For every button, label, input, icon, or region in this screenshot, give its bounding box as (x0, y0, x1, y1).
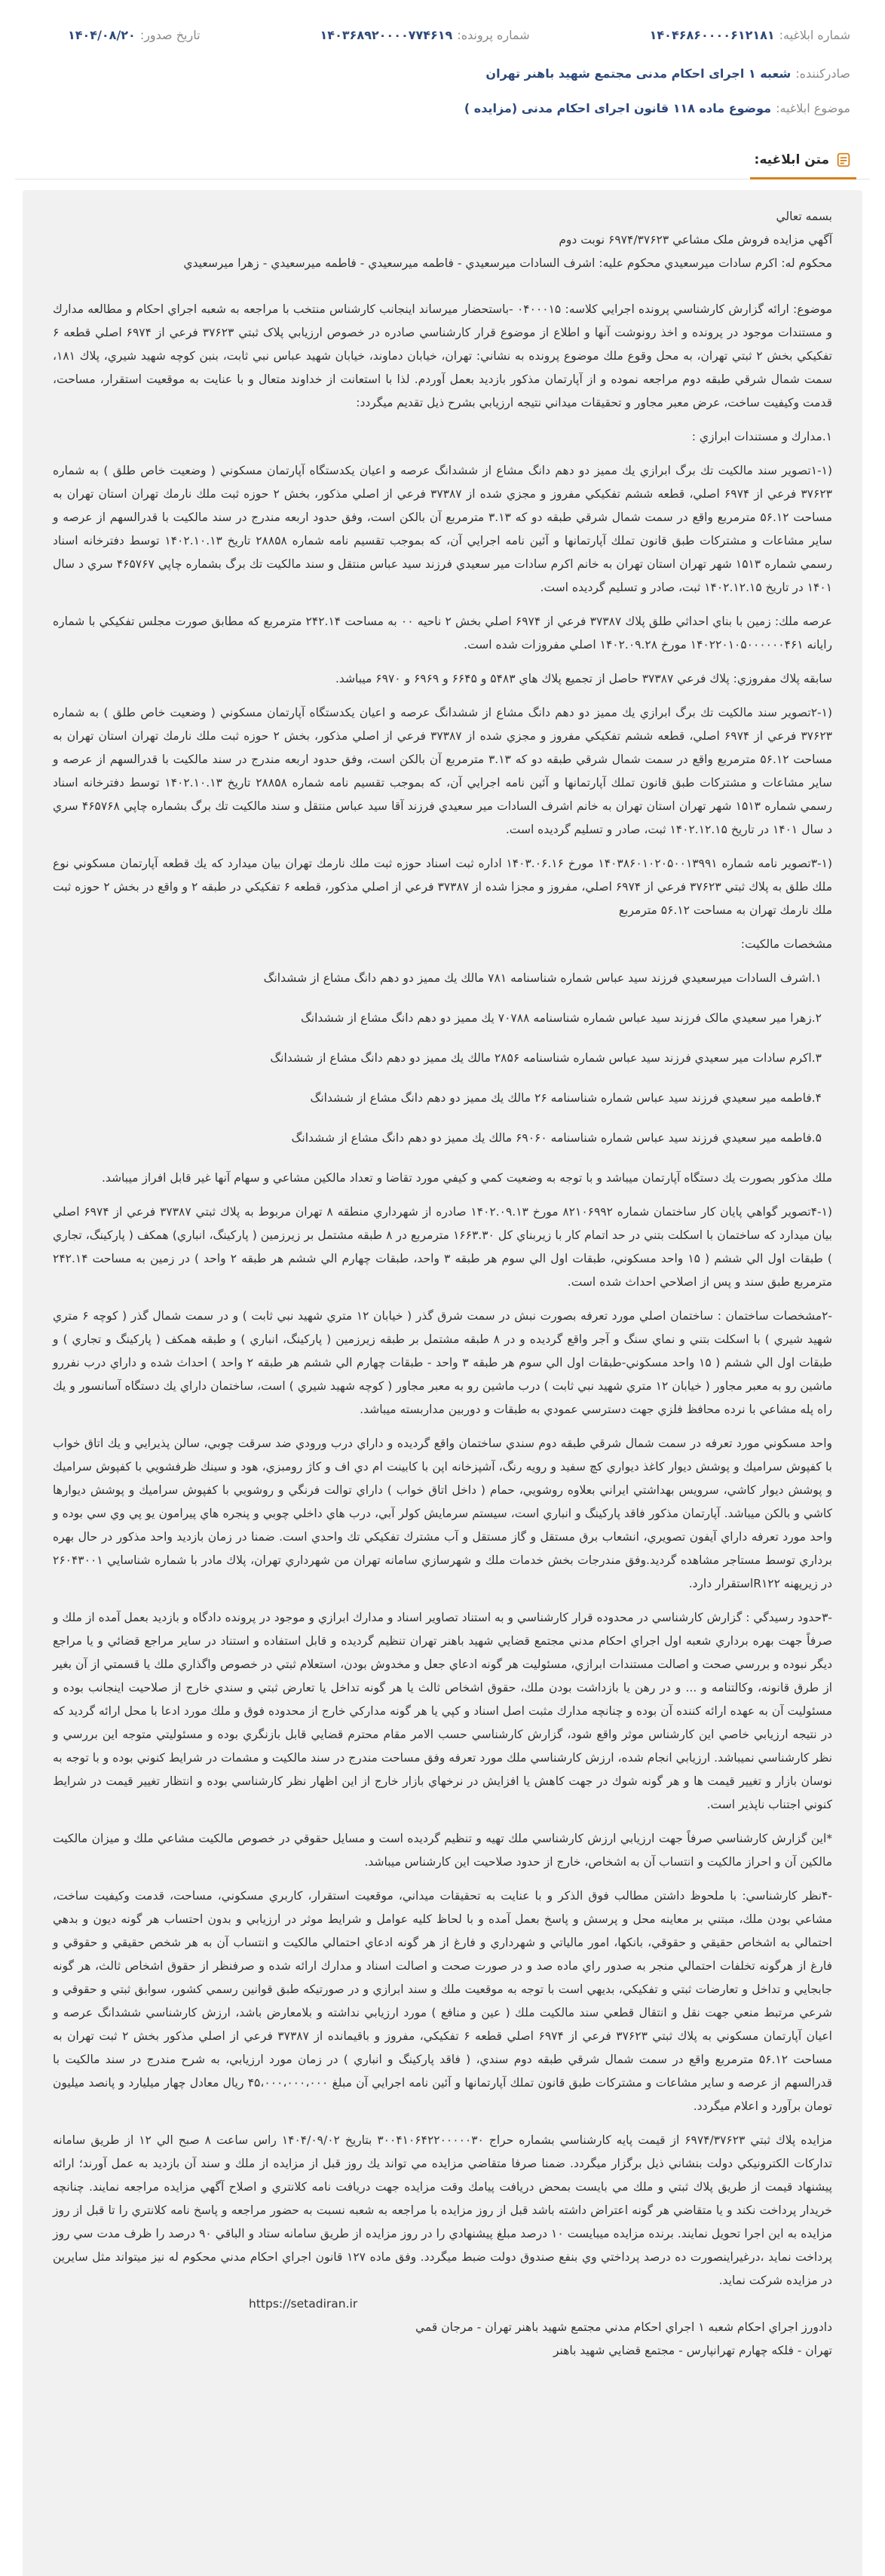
owners-list (53, 967, 832, 1150)
disclaimer: *اين گزارش كارشناسي صرفاً جهت ارزيابي ارزش كارشناسي ملك تهيه و تنظيم گرديده است و مسايل حقوقي در خصوص مالكيت مشاعي ملك و ميزان مالكيت مالكين آن و احراز مالكيت و انتساب آن به اشخاص، خارج از حدود صلاحيت اين كارشناس ميباشد. (53, 1832, 832, 1869)
owner-item: ۲.زهرا مير سعيدي مالک فرزند سيد عباس شماره شناسنامه ۷۰۷۸۸ يك مميز دو دهم دانگ مشاع از ششدانگ (300, 1011, 822, 1025)
notice-body (23, 190, 862, 2576)
building-specs: -۲مشخصات ساختمان : ساختمان اصلي مورد تعرفه بصورت نبش در سمت شرق گذر ( خيابان ۱۲ متري شهيد نبي ثابت ) و در سمت شمال گذر ( كوچه ۶ متري شهيد شيري ) با اسكلت بتني و نماي سنگ و آجر واقع گرديده و در ۸ طبقه مشتمل بر طبقه زيرزمين ( پاركينگ، انباري ) و طبقه همكف ( پاركينگ و تجاري ) و طبقات اول الي ششم ( ۱۵ واحد مسكوني-طبقات اول الي سوم هر طبقه ۳ واحد - طبقات چهارم الي ششم هر طبقه ۲ واحد ) احداث شده و داراي درب نفررو ماشين رو به معبر مجاور ( خيابان ۱۲ متري شهيد نبي ثابت ) درب ماشين رو به معبر مجاور ( كوچه شهيد شيري ) است، ساختمان داراي يك دستگاه آسانسور و يك راه پله مشاعي با نرده محافظ فلزي جهت دسترسي عمودي به طبقات و دوربين مداربسته ميباشد. (53, 1309, 833, 1416)
scope-of-review: -۳حدود رسيدگي : گزارش كارشناسي در محدوده قرار كارشناسي و به استناد تصاوير اسناد و مدارك ابرازي و موجود در پرونده دادگاه و بازديد بعمل آمده از ملك و صرفاً جهت بهره برداري شعبه اول اجراي احكام مدني مجتمع قضايي شهيد باهنر تهران تنظيم گرديده و قابل استفاده و استناد در ساير مراجع قضائي و يا مراجع ديگر نبوده و بررسي صحت و اصالت مستندات ابرازي، مسئوليت هر گونه ادعاي جعل و مخدوش بودن، استعلام ثبتي در خصوص واگذاري ملك يا قسمتي از آن بغير از طرق قانونه، وكالتنامه و ... و در رهن يا بازداشت بودن ملك، حقوق اشخاص ثالث يا هر گونه تداخل يا تعارض ثبتي و سندي خارج از صلاحيت اينجانب بوده و مسئوليت آن به عهده ارائه كننده آن بوده و چنانچه مدارك مثبت اصل اسناد و كپي يا هر گونه مداركي خارج از محدوده فوق و ملك مورد ادعا با محل ارائه گرديد كه در نتيجه ارزيابي خاصي اين كارشناس موثر واقع شود، گزارش كارشناسي حسب الامر مقام محترم قضايي قابل بازنگري بوده و مسئوليتي متوجه اين بررسي و نظر كارشناسي نميباشد. ارزيابي انجام شده، ارزش كارشناسي ملك مورد تعرفه وفق مساحت مندرج در سند مالكيت و مشمات در شرايط كنوني بوده و با توجه به نوسان بازار و تغيير قيمت ها و هر گونه شوك در جهت كاهش يا افزايش در نرخهاي بازار خارج از اين اظهار نظر كارشناسي بوده و انتظار تغيير قيمت در شرايط كنوني اجتناب ناپذير است. (53, 1611, 832, 1811)
setad-url[interactable]: https://setadiran.ir (249, 2297, 358, 2311)
owner-item: ۳.اكرم سادات مير سعيدي فرزند سيد عباس شماره شناسنامه ۲۸۵۶ مالك يك مميز دو دهم دانگ مشاع از ششدانگ (270, 1051, 822, 1065)
ownership-heading: مشخصات مالكيت: (740, 937, 832, 951)
unit-description: واحد مسكوني مورد تعرفه در سمت شمال شرقي طبقه دوم سندي ساختمان واقع گرديده و داراي درب ورودي ضد سرقت چوبي، سالن پذيرايي و يك اتاق خواب با كفپوش سراميك و پوشش ديوار كاغذ ديواري كچ سفيد و رويه رنگ، آشپزخانه اپن با كابينت ام دي اف و كاژ رومبزي، هود و سينك ظرفشويي با كفپوش سراميك و پوشش ديوار كاشي، سرويس بهداشتي ايراني بعلاوه روشويي، حمام ( داخل اتاق خواب ) داراي توالت فرنگي و روشويي با كفپوش سراميك و پوشش ديوارها كاشي و بالكن ميباشد. آپارتمان مذكور فاقد پاركينگ و انباري است، سيستم سرمايش كولر آبي، درب هاي داخلي چوبي و پنجره هاي پيرامون يو پي وي سي بوده و واحد مورد تعرفه داراي آيفون تصويري، انشعاب برق مستقل و گاز مستقل و آب مشترك تفكيكي تك واحدي است. ضمنا در زمان بازديد واحد مذكور در حال بهره برداري توسط مستاجر مشاهده گرديد.وفق مندرجات بخش خدمات ملك و شهرسازي سامانه تهران من شهرداري تهران، پلاك مادر با شماره شناسايي ۲۶۰۴۳۰۰۱ در زيرپهنه R۱۲۲استقرار دارد. (53, 1437, 832, 1590)
notice-number (650, 28, 850, 42)
tab-label: متن ابلاغیه: (754, 152, 829, 167)
subject-value: موضوع ماده ۱۱۸ قانون اجرای احکام مدنی (مزایده ) (464, 101, 772, 115)
document-2: (۲-۱تصوير سند مالكيت تك برگ ابرازي يك مميز دو دهم دانگ مشاع از ششدانگ عرصه و اعيان يکدستگاه آپارتمان مسکوني ( وضعيت خاص طلق ) به شماره ۳۷۶۲۳ فرعي از ۶۹۷۴ اصلي، قطعه ششم تفكيكي مفروز و مجزي شده از ۳۷۳۸۷ فرعي از اصلي مذكور، بخش ۲ حوزه ثبت ملك نارمك تهران استان تهران به مساحت ۵۶.۱۲ مترمربع واقع در سمت شمال شرقي طبقه دو كه ۳.۱۳ مترمربع آن بالكن است، وفق حدود اربعه مندرج در سند مالكيت با قدرالسهم از عرصه و ساير مشاعات و مشترکات طبق قانون تملك آپارتمانها و آئين نامه اجرايي آن، كه بموجب تقسيم نامه شماره ۲۸۸۵۸ تاريخ ۱۴۰۲.۱۰.۱۳ توسط دفترخانه اسناد رسمي شماره ۱۵۱۳ شهر تهران استان تهران به خانم اشرف السادات مير سعيدي فرزند آقا سيد عباس منتقل و سند مالکيت تك برگ بشماره چاپي ۴۶۵۷۶۸ سري د سال ۱۴۰۱ در تاريخ ۱۴۰۲.۱۲.۱۵ ثبت، صادر و تسليم گرديده است. (53, 706, 833, 836)
signature-address: تهران - فلكه چهارم تهرانپارس - مجتمع قضايي شهيد باهنر (553, 2344, 832, 2357)
documents-heading: ۱.مدارك و مستندات ابرازي : (691, 430, 832, 443)
owner-item: ۵.فاطمه مير سعيدي فرزند سيد عباس شماره شناسنامه ۶۹۰۶۰ مالك يك مميز دو دهم دانگ مشاع از ششدانگ (291, 1131, 822, 1145)
document-icon (835, 152, 852, 168)
document-3: (۳-۱تصوير نامه شماره ۱۴۰۳۸۶۰۱۰۲۰۵۰۰۱۳۹۹۱ مورخ ۱۴۰۳.۰۶.۱۶ اداره ثبت اسناد حوزه ثبت ملك نارمك تهران بيان ميدارد كه يك قطعه آپارتمان مسكوني نوع ملك طلق به پلاك ثبتي ۳۷۶۲۳ فرعي از ۶۹۷۴ اصلي، مفروز و مجزا شده از ۳۷۳۸۷ فرعي از اصلي مذكور، قطعه ۶ تفكيكي در طبقه ۲ و واقع در بخش ۲ حوزه ثبت ملك نارمك تهران به مساحت ۵۶.۱۲ مترمربع (53, 857, 832, 917)
issue-date (68, 28, 201, 42)
case-number-label: شماره پرونده: (457, 27, 530, 42)
meta-row-top (15, 26, 870, 44)
subject-paragraph: موضوع: ارائه گزارش کارشناسي پرونده اجرايي کلاسه: ۰۴۰۰۰۱۵ -باستحضار ميرساند اينجانب کارشناس منتخب با مراجعه به شعبه اجراي احکام و مطالعه مدارك و مستندات موجود در پرونده و اخذ رونوشت آنها و اطلاع از موضوع قرار کارشناسي صادره در خصوص ارزيابي پلاک ثبتي ۳۷۶۲۳ فرعي از ۶۹۷۴ اصلي قطعه ۶ تفکيکي بخش ۲ ثبتي تهران، به محل وقوع ملك موضوع پرونده به نشاني: تهران، خيابان دماوند، خيابان شهيد عباس نبي ثابت، بنبن كوچه شهيد شيري، پلاك ۱۸۱، سمت شمال شرقي طبقه دوم مراجعه نموده و از آپارتمان مذكور بازديد بعمل آوردم. لذا با استعانت از خداوند متعال و با عنايت به موقعيت استقرار، مساحت، قدمت وكيفيت ساخت، عرض معبر مجاور و تحقيقات ميداني نتيجه ارزيابي بشرح ذيل تقديم ميگردد: (53, 302, 832, 409)
expert-opinion: -۴نظر كارشناسي: با ملحوظ داشتن مطالب فوق الذكر و با عنايت به تحقيقات ميداني، موقعيت استقرار، كاربري مسكوني، مساحت، قدمت وكيفيت ساخت، مشاعي بودن ملك، مبتني بر معاينه محل و پرسش و پاسخ بعمل آمده و با لحاظ كليه عوامل و شرايط موثر در ارزيابي و بدون احتساب هر گونه ديون و بدهي احتمالي به اشخاص حقيقي و حقوقي، بانكها، امور مالياتي و شهرداري و فارغ از هر گونه ادعاي احتمالي مالكيت و انتساب آن به هر شخص حقيقي و حقوقي و فارغ از هرگونه تخلفات احتمالي منجر به صدور راي ماده صد و در صورت صحت و اصالت اسناد و مدارك ارائه شده و صرفنظر از حقوق اشخاص ثالث، هر گونه جابجايي و تداخل و تعارضات ثبتي و تفكيكي، بديهي است با توجه به موقعيت ملك و سند ابرازي و در صورتيكه طبق قوانين رسمي كشور، سوابق ثبتي و حقوقي و شرعي مرتبط منعي جهت نقل و انتقال قطعي سند مالكيت ملك ( عين و منافع ) مورد ارزيابي نداشته و بلامعارض باشد، ارزش كارشناسي ششدانگ عرصه و اعيان آپارتمان مسكوني به پلاك ثبتي ۳۷۶۲۳ فرعي از ۶۹۷۴ اصلي قطعه ۶ تفكيكي، مفروز و باقيمانده از ۳۷۳۸۷ فرعي از اصلي مذكور بخش ۲ ثبت تهران به مساحت ۵۶.۱۲ مترمربع واقع در سمت شمال شرقي طبقه دوم سندي، ( فاقد پاركينگ و انباري ) در زمان مورد ارزيابي، به شرح مندرج در سند مالكيت با قدرالسهم از عرصه و ساير مشاعات و مشترکات طبق قانون تملك آپارتمانها و آئين نامه اجرايي آن مبلغ ۴۵،۰۰۰،۰۰۰،۰۰۰ ريال معادل چهار ميليارد و پانصد ميليون تومان برآورد و اعلام ميگردد. (53, 1889, 832, 2113)
document-4: (۴-۱تصوير گواهي پايان كار ساختمان شماره ۸۲۱۰۶۹۹۲ مورخ ۱۴۰۲.۰۹.۱۳ صادره از شهرداري منطقه ۸ تهران مربوط به پلاك ثبتي ۳۷۳۸۷ فرعي از ۶۹۷۴ اصلي بيان ميدارد كه ساختمان با اسكلت بتني در حد اتمام كار با زيربناي كل ۱۶۶۳.۳۰ مترمربع در ۸ طبقه مشتمل بر زيرزمين ( پاركينگ، انباري) همكف ( پاركينگ، تجاري ) طبقات اول الي ششم ( ۱۵ واحد مسكوني، طبقات اول الي سوم هر طبقه ۳ واحد، طبقات چهارم الي ششم هر طبقه ۲ واحد ) در زمين به مساحت ۲۴۲.۱۴ مترمربع طبق سند و پس از اصلاحي احداث شده است. (53, 1205, 832, 1289)
issuer-value: شعبه ۱ اجرای احکام مدنی مجتمع شهید باهنر تهران (485, 66, 792, 81)
partition-note: ملك مذكور بصورت يك دستگاه آپارتمان ميباشد و با توجه به وضعيت كمي و كيفي مورد تقاضا و تعداد مالكين مشاعي و سهام آنها غير قابل افراز ميباشد. (102, 1171, 832, 1185)
bismillah: بسمه تعالي (776, 210, 832, 223)
plot-history: سابقه پلاك مفروزي: پلاك فرعي ۳۷۳۸۷ حاصل از تجميع پلاك هاي ۵۴۸۳ و ۶۶۴۵ و ۶۹۶۹ و ۶۹۷۰ ميباشد. (335, 672, 832, 685)
parties: محکوم له: اکرم سادات ميرسعيدي محکوم عليه: اشرف السادات ميرسعيدي - فاطمه ميرسعيدي - فاطمه ميرسعيدي - زهرا ميرسعيدي (183, 256, 832, 270)
issue-date-value: ۱۴۰۴/۰۸/۲۰ (68, 27, 136, 42)
auction-title: آگهي مزايده فروش ملک مشاعي ۶۹۷۴/۳۷۶۲۳ نوبت دوم (559, 233, 832, 247)
notice-number-label: شماره ابلاغیه: (779, 27, 850, 42)
owner-item: ۴.فاطمه مير سعيدي فرزند سيد عباس شماره شناسنامه ۲۶ مالك يك مميز دو دهم دانگ مشاع از ششدانگ (310, 1091, 822, 1105)
case-number (320, 28, 530, 42)
tabs-bar (15, 142, 870, 179)
notice-number-value: ۱۴۰۴۶۸۶۰۰۰۰۶۱۲۱۸۱ (649, 27, 775, 42)
subject-label: موضوع ابلاغیه: (776, 101, 850, 115)
owner-item: ۱.اشرف السادات ميرسعيدي فرزند سيد عباس شماره شناسنامه ۷۸۱ مالك يك مميز دو دهم دانگ مشاع از ششدانگ (263, 971, 822, 985)
signature-officer: دادورز اجراي احكام شعبه ۱ اجراي احكام مدني مجتمع شهيد باهنر تهران - مرجان قمي (415, 2320, 832, 2334)
tab-notice-text[interactable] (750, 152, 856, 179)
issuer-label: صادرکننده: (795, 66, 850, 81)
issuer-line (15, 66, 870, 84)
issue-date-label: تاریخ صدور: (139, 27, 201, 42)
auction-details: مزايده پلاك ثبتي ۶۹۷۴/۳۷۶۲۳ از قيمت پايه كارشناسي بشماره حراج ۳۰۰۴۱۰۶۴۲۲۰۰۰۰۰۳۰ بتاريخ ۱۴۰۴/۰۹/۰۲ راس ساعت ۸ صبح الي ۱۲ از طريق سامانه تداركات الكترونيكي دولت بنشاني ذيل برگزار ميگردد. ضمنا صرفا متقاضي مزايده مي تواند يك روز قبل از مزايده از ملك و سند آن بازديد به عمل آورند؛ ارائه پيشنهاد قيمت از طريق پلاك ثبتي و ملك مي بايست بمحض دريافت پيامك وقت مزايده جهت دريافت نامه كلانتري و اصلاح آگهي مزايده مراجعه نمايند. چنانچه خريدار پرداخت نكند و يا متقاضي هر گونه اعتراض داشته باشد قبل از روز مزايده با مراجعه به شعبه نسبت به حضور مراجعه و پاسخ نامه كلانتري را تا قبل از روز مزايده به اين اجرا تحويل نمايند. برنده مزايده ميبايست ۱۰ درصد مبلغ پيشنهادي را در روز مزايده از طريق سامانه ستاد و الباقي ۹۰ درصد را ظرف مدت سي روز پرداخت نمايد ،درغيراينصورت ده درصد پرداختي وي بنفع صندوق دولت ضبط ميگردد. وفق ماده ۱۲۷ قانون اجراي احكام مدني محكوم له نيز ميتواند مثل سايرين در مزايده شركت نمايد. (53, 2133, 832, 2287)
case-number-value: ۱۴۰۳۶۸۹۲۰۰۰۰۷۷۴۶۱۹ (320, 27, 453, 42)
land-info: عرصه ملك: زمين با بناي احداثي طلق پلاك ۳۷۳۸۷ فرعي از ۶۹۷۴ اصلي بخش ۲ ناحيه ۰۰ به مساحت ۲۴۲.۱۴ مترمربع كه مطابق صورت مجلس تفكيكي با شماره رايانه ۱۴۰۲۲۰۱۰۵۰۰۰۰۰۰۴۶۱ مورخ ۱۴۰۲.۰۹.۲۸ اصلي مفروزات شده است. (53, 615, 832, 652)
subject-line (15, 101, 870, 119)
document-1: (۱-۱تصوير سند مالكيت تك برگ ابرازي يك مميز دو دهم دانگ مشاع از ششدانگ عرصه و اعيان يکدستگاه آپارتمان مسکوني ( وضعيت خاص طلق ) به شماره ۳۷۶۲۳ فرعي از ۶۹۷۴ اصلي، قطعه ششم تفكيكي مفروز و مجزي شده از ۳۷۳۸۷ فرعي از اصلي مذكور، بخش ۲ حوزه ثبت ملك نارمك تهران استان تهران به مساحت ۵۶.۱۲ مترمربع واقع در سمت شمال شرقي طبقه دو كه ۳.۱۳ مترمربع آن بالكن است، وفق حدود اربعه مندرج در سند مالكيت با قدرالسهم از عرصه و ساير مشاعات و مشترکات طبق قانون تملك آپارتمانها و آئين نامه اجرايي آن، كه بموجب تقسيم نامه شماره ۲۸۸۵۸ تاريخ ۱۴۰۲.۱۰.۱۳ توسط دفترخانه اسناد رسمي شماره ۱۵۱۳ شهر تهران استان تهران به خانم اکرم سادات مير سعيدي فرزند سيد عباس منتقل و سند مالکيت تك برگ بشماره چاپي ۴۶۵۷۶۷ سري د سال ۱۴۰۱ در تاريخ ۱۴۰۲.۱۲.۱۵ ثبت، صادر و تسليم گرديده است. (53, 464, 832, 594)
